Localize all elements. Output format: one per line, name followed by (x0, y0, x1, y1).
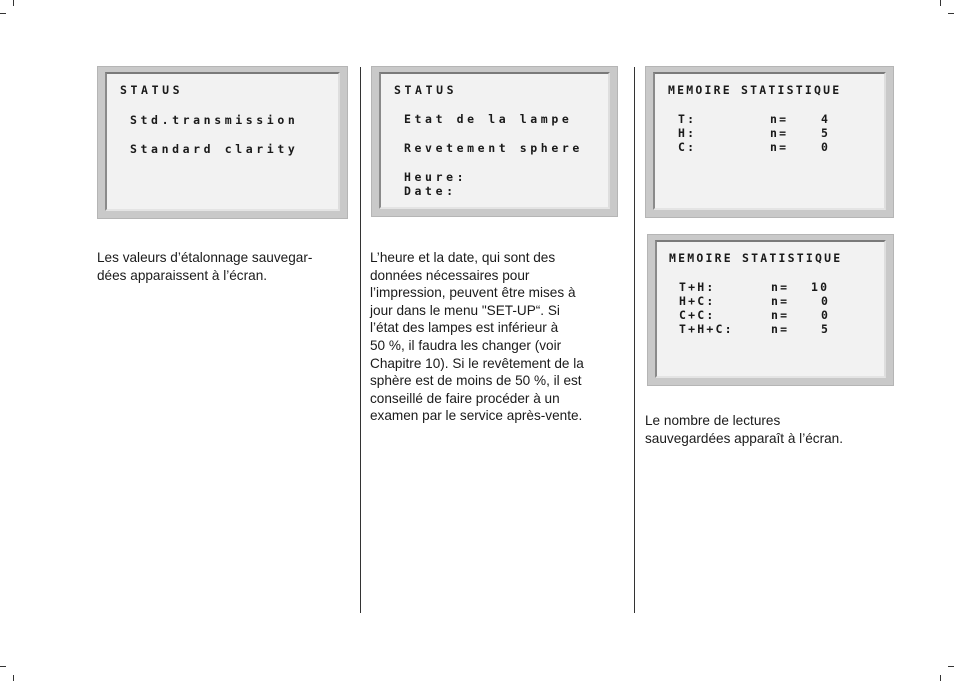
display-line-lamp: Etat de la lampe (404, 112, 573, 126)
stat-value: 5 (821, 126, 831, 140)
display-title: STATUS (120, 83, 184, 97)
stat-n: n= (770, 140, 789, 154)
stat-n: n= (770, 126, 789, 140)
statistics-display-combined (647, 234, 894, 386)
stat-value: 5 (821, 322, 831, 336)
stat-value: 4 (821, 112, 831, 126)
crop-mark-top-left (13, 0, 14, 6)
crop-mark-top-right-h (948, 13, 954, 14)
status-display-calibration (97, 66, 348, 219)
stat-n: n= (771, 280, 790, 294)
stat-value: 0 (821, 308, 831, 322)
display-line-time: Heure: (404, 170, 468, 184)
caption-lamp-status: L’heure et la date, qui sont des données nécessaires pour l’impression, peuvent être mises à jour dans le menu "SET-UP“. Si l’état des lampes est inférieur à 50 %, il faudra les changer (voir Chapitre 10). Si le revêtement de la sphère est de moins de 50 %, il est conseillé de faire procéder à un examen par le service après-vente. (370, 250, 584, 424)
stat-n: n= (771, 294, 790, 308)
crop-mark-bottom-right (940, 675, 941, 681)
stat-value: 0 (821, 294, 831, 308)
display-line-date: Date: (404, 184, 457, 198)
stat-n: n= (771, 308, 790, 322)
stat-value: 10 (811, 280, 830, 294)
stat-label: T+H: (679, 280, 716, 294)
caption-calibration: Les valeurs d’étalonnage sauvegar- dées apparaissent à l’écran. (97, 250, 313, 283)
caption-statistics: Le nombre de lectures sauvegardées apparaît à l’écran. (645, 413, 843, 446)
display-line-clarity: Standard clarity (130, 142, 299, 156)
crop-mark-top-left-h (0, 13, 6, 14)
display-title: STATUS (394, 83, 458, 97)
display-line-transmission: Std.transmission (130, 113, 299, 127)
crop-mark-bottom-left (13, 675, 14, 681)
column-divider-2 (634, 67, 635, 613)
stat-n: n= (770, 112, 789, 126)
stat-label: H: (678, 126, 697, 140)
crop-mark-top-right (940, 0, 941, 6)
stat-value: 0 (821, 140, 831, 154)
crop-mark-bottom-left-h (0, 666, 6, 667)
stat-label: T: (678, 112, 697, 126)
stat-label: T+H+C: (679, 322, 734, 336)
crop-mark-bottom-right-h (948, 666, 954, 667)
display-title: MEMOIRE STATISTIQUE (669, 251, 843, 265)
status-display-lamp (371, 66, 618, 217)
stat-label: C+C: (679, 308, 716, 322)
display-line-coating: Revetement sphere (404, 141, 583, 155)
statistics-display-single (645, 66, 894, 218)
column-divider-1 (360, 67, 361, 613)
display-title: MEMOIRE STATISTIQUE (668, 83, 842, 97)
stat-label: C: (678, 140, 697, 154)
stat-n: n= (771, 322, 790, 336)
stat-label: H+C: (679, 294, 716, 308)
